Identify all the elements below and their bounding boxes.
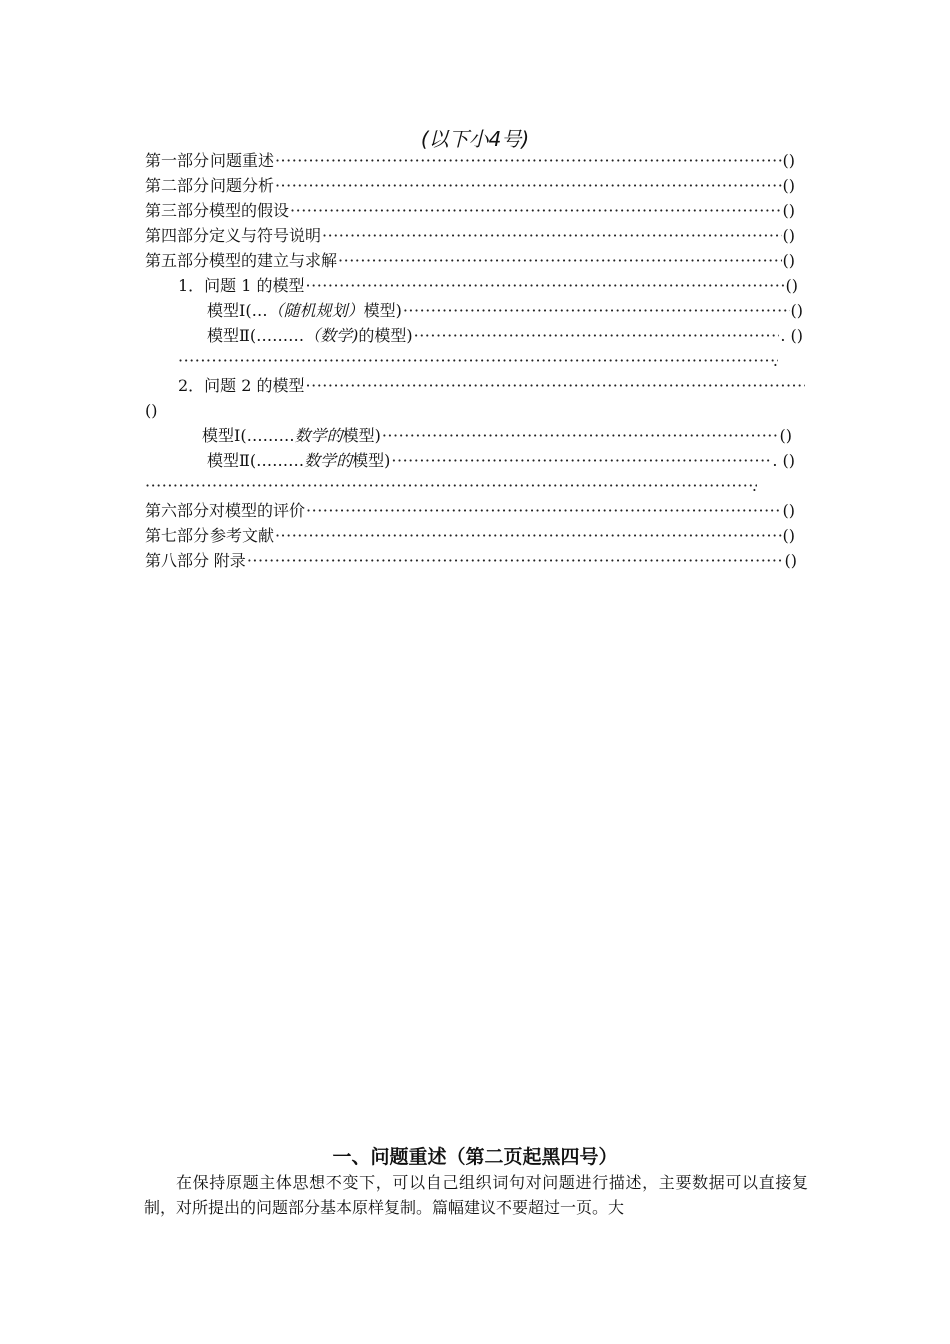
toc-leader: [403, 298, 790, 323]
toc-title: 1．问题 1 的模型: [178, 276, 305, 295]
toc-entry-part1[interactable]: [145, 148, 795, 173]
toc-entry-problem2[interactable]: [178, 373, 806, 398]
toc-title: 问题分析: [209, 176, 274, 195]
toc-part-label: 第六部分: [145, 501, 210, 520]
toc-title: 附录: [213, 551, 246, 570]
toc-part-label: 第一部分: [145, 151, 210, 170]
toc-leader-continuation: ····· .: [178, 348, 778, 373]
toc-entry-part6[interactable]: [145, 498, 795, 523]
toc-page-ref: (): [782, 151, 795, 170]
toc-page-ref: (): [790, 301, 803, 320]
toc-page-ref: . (): [780, 326, 803, 345]
toc-page-ref: (): [782, 501, 795, 520]
toc-entry-part4[interactable]: [145, 223, 795, 248]
toc-title: 问题重述: [209, 151, 274, 170]
toc-leader: [290, 198, 781, 223]
toc-title: 模型Ⅱ(………数学的模型): [207, 451, 391, 470]
toc-title: 参考文献: [209, 526, 274, 545]
toc-leader: [382, 423, 779, 448]
toc-entry-part5[interactable]: [145, 248, 795, 273]
toc-leader: [306, 373, 805, 398]
toc-leader: [306, 498, 781, 523]
toc-entry-problem2-model2[interactable]: [207, 448, 795, 473]
toc-entry-part2[interactable]: [145, 173, 795, 198]
toc-entry-problem1-model1[interactable]: [207, 298, 803, 323]
body-paragraph: 在保持原题主体思想不变下，可以自己组织词句对问题进行描述，主要数据可以直接复制，对所提出的问题部分基本原样复制。篇幅建议不要超过一页。大: [144, 1173, 808, 1217]
toc-page-ref: . (): [772, 451, 795, 470]
toc-leader-continuation: ····· .: [145, 473, 757, 498]
toc-page-ref: (): [782, 176, 795, 195]
toc-part-label: 第八部分: [145, 551, 210, 570]
toc-page-ref: (): [779, 426, 792, 445]
toc-title: 模型的建立与求解: [209, 251, 338, 270]
toc-page-ref: (): [785, 276, 798, 295]
toc-page-ref: (): [782, 251, 795, 270]
toc-entry-problem1[interactable]: [178, 273, 798, 298]
toc-leader: [322, 223, 781, 248]
toc-part-label: 第二部分: [145, 176, 210, 195]
toc-title: 对模型的评价: [209, 501, 306, 520]
toc-leader: [338, 248, 781, 273]
toc-leader: [275, 523, 782, 548]
toc-title: 模型的假设: [209, 201, 290, 220]
toc-title: 模型Ⅱ(………（数学)的模型): [207, 326, 413, 345]
toc-entry-problem2-model1[interactable]: [202, 423, 792, 448]
toc-heading: (以下小4号): [420, 127, 530, 151]
toc-part-label: 第四部分: [145, 226, 210, 245]
toc-entry-part7[interactable]: [145, 523, 795, 548]
toc-entry-part3[interactable]: [145, 198, 795, 223]
toc-page-ref: (): [145, 401, 158, 420]
toc-title: 模型Ⅰ(………数学的模型): [202, 426, 381, 445]
toc-leader: [414, 323, 780, 348]
toc-leader: [275, 148, 782, 173]
toc-part-label: 第五部分: [145, 251, 210, 270]
toc-leader: [247, 548, 784, 573]
toc-part-label: 第三部分: [145, 201, 210, 220]
toc-entry-problem1-model2[interactable]: [207, 323, 803, 348]
toc-page-ref: (): [784, 551, 797, 570]
toc-page-ref: (): [782, 226, 795, 245]
toc-leader: [275, 173, 782, 198]
toc-leader: [306, 273, 785, 298]
toc-page-ref: (): [782, 201, 795, 220]
toc-title: 模型Ⅰ(…（随机规划）模型): [207, 301, 402, 320]
toc-entry-part8[interactable]: [145, 548, 797, 573]
toc-leader: [391, 448, 771, 473]
toc-title: 定义与符号说明: [209, 226, 322, 245]
section-heading: 一、问题重述（第二页起黑四号）: [332, 1146, 618, 1168]
toc-page-ref: (): [782, 526, 795, 545]
toc-title: 2．问题 2 的模型: [178, 376, 305, 395]
toc-part-label: 第七部分: [145, 526, 210, 545]
